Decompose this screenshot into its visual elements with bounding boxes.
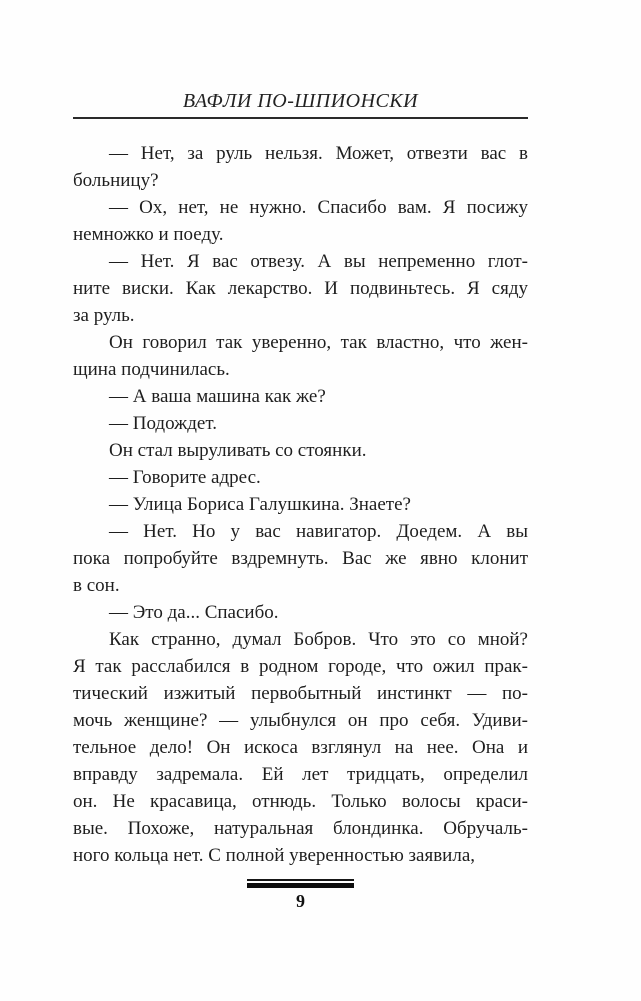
body-line: — Нет. Но у вас навигатор. Доедем. А вы [109, 521, 528, 542]
body-line: — Говорите адрес. [109, 467, 261, 488]
body-line: — Подождет. [109, 413, 217, 434]
body-line: больницу? [73, 170, 159, 191]
page-number: 9 [296, 891, 305, 911]
text-block [73, 0, 528, 1001]
body-line: — Нет. Я вас отвезу. А вы непременно глот- [109, 251, 528, 272]
body-line: — Улица Бориса Галушкина. Знаете? [109, 494, 411, 515]
body-line: тический изжитый первобытный инстинкт — по- [73, 683, 528, 704]
body-line: Как странно, думал Бобров. Что это со мной? [109, 629, 528, 650]
body-line: Я так расслабился в родном городе, что ожил прак- [73, 656, 528, 677]
body-line: мочь женщине? — улыбнулся он про себя. Удиви- [73, 710, 528, 731]
body-line: пока попробуйте вздремнуть. Вас же явно клонит [73, 548, 528, 569]
body-line: за руль. [73, 305, 135, 326]
footer-ornament-rule [247, 879, 354, 888]
body-line: он. Не красавица, отнюдь. Только волосы краси- [73, 791, 528, 812]
body-line: Он говорил так уверенно, так властно, что жен- [109, 332, 528, 353]
body-line: ного кольца нет. С полной уверенностью заявила, [73, 845, 475, 866]
body-line: немножко и поеду. [73, 224, 224, 245]
running-title: ВАФЛИ ПО-ШПИОНСКИ [182, 90, 419, 112]
body-line: — Нет, за руль нельзя. Может, отвезти вас в [109, 143, 528, 164]
body-line: — А ваша машина как же? [109, 386, 326, 407]
body-line: вые. Похоже, натуральная блондинка. Обручаль- [73, 818, 528, 839]
body-line: в сон. [73, 575, 120, 596]
body-text [73, 140, 528, 869]
body-line: — Ох, нет, не нужно. Спасибо вам. Я посижу [109, 197, 528, 218]
body-line: Он стал выруливать со стоянки. [109, 440, 367, 461]
body-line: — Это да... Спасибо. [109, 602, 279, 623]
header-rule [73, 117, 528, 119]
body-line: вправду задремала. Ей лет тридцать, определил [73, 764, 528, 785]
body-line: щина подчинилась. [73, 359, 230, 380]
footer-thick-line [247, 883, 354, 888]
body-line: ните виски. Как лекарство. И подвиньтесь. Я сяду [73, 278, 528, 299]
body-line: тельное дело! Он искоса взглянул на нее. Она и [73, 737, 528, 758]
